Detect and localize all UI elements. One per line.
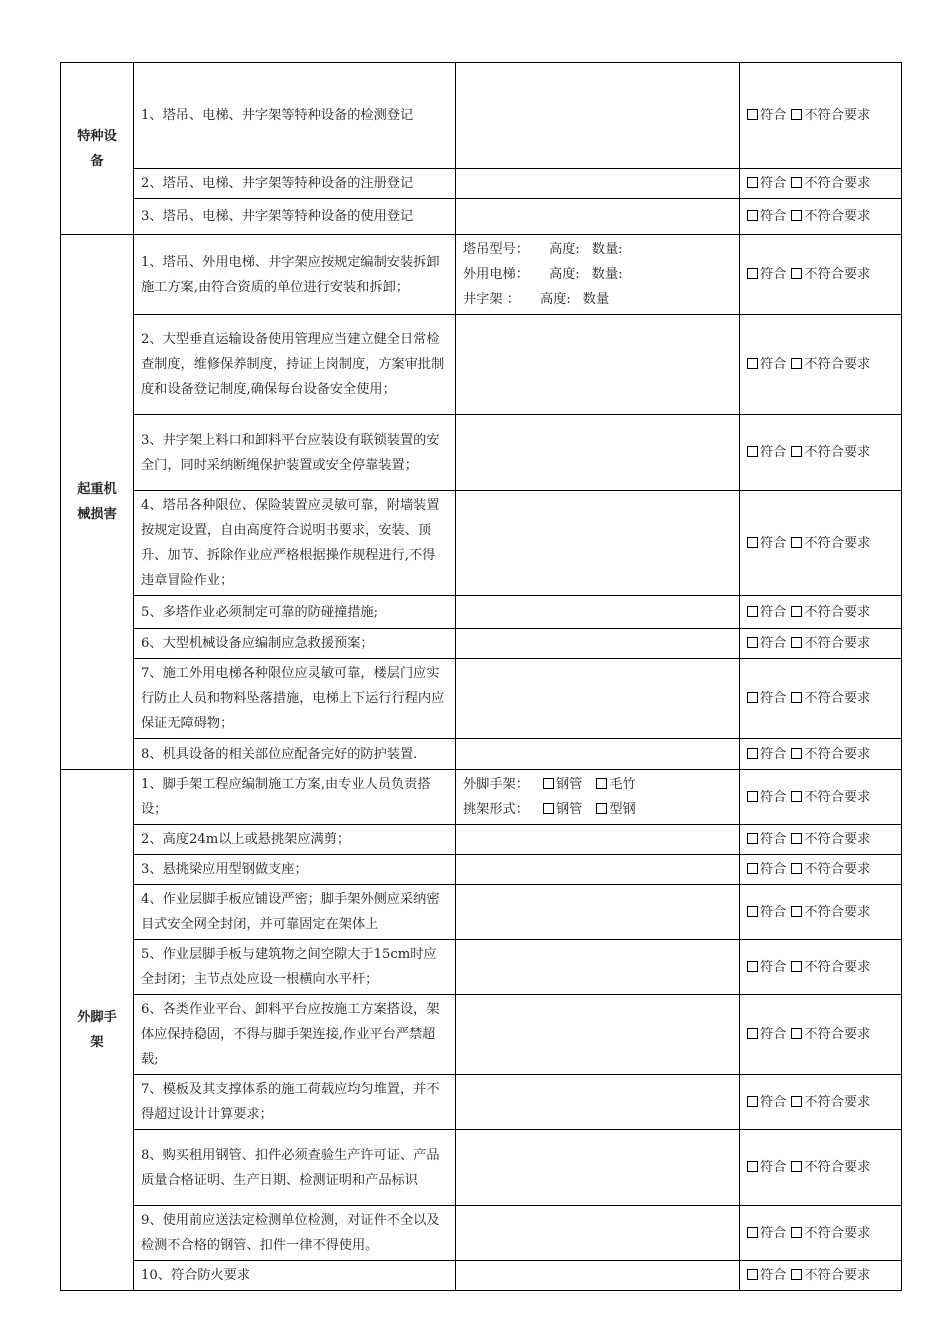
pass-checkbox[interactable] [747, 109, 758, 120]
result-cell: 符合 不符合要求 [740, 885, 902, 940]
pass-checkbox[interactable] [747, 791, 758, 802]
table-row [61, 235, 902, 315]
result-cell: 符合 不符合要求 [740, 491, 902, 596]
check-item: 4、作业层脚手板应铺设严密；脚手架外侧应采纳密目式安全网全封闭，并可靠固定在架体上 [134, 885, 456, 940]
pass-checkbox[interactable] [747, 863, 758, 874]
pass-checkbox[interactable] [747, 210, 758, 221]
check-item: 7、施工外用电梯各种限位应灵敏可靠，楼层门应实行防止人员和物料坠落措施，电梯上下运行行程内应保证无障碍物； [134, 659, 456, 739]
remark-cell [456, 659, 740, 739]
check-item: 2、大型垂直运输设备使用管理应当建立健全日常检查制度，维修保养制度，持证上岗制度，方案审批制度和设备登记制度,确保每台设备安全使用； [134, 315, 456, 415]
pass-checkbox[interactable] [747, 961, 758, 972]
remark-cell [456, 885, 740, 940]
section-steel-checkbox[interactable] [596, 803, 607, 814]
pass-checkbox[interactable] [747, 177, 758, 188]
pass-checkbox[interactable] [747, 692, 758, 703]
check-item: 6、大型机械设备应编制应急救援预案； [134, 629, 456, 659]
table-row [61, 1206, 902, 1261]
table-row [61, 995, 902, 1075]
fail-checkbox[interactable] [791, 1028, 802, 1039]
table-row [61, 659, 902, 739]
category-special-equipment: 特种设 备 [61, 63, 134, 235]
fail-checkbox[interactable] [791, 446, 802, 457]
table-row [61, 491, 902, 596]
remark-cell [456, 199, 740, 235]
equipment-info-cell: 塔吊型号： 高度: 数量: 外用电梯： 高度: 数量: 井字架 ： 高度: 数量 [456, 235, 740, 315]
check-item: 1、塔吊、外用电梯、井字架应按规定编制安装拆卸施工方案,由符合资质的单位进行安装和拆卸； [134, 235, 456, 315]
check-item: 4、塔吊各种限位、保险装置应灵敏可靠，附墙装置按规定设置，自由高度符合说明书要求，安装、顶升、加节、拆除作业应严格根据操作规程进行,不得违章冒险作业； [134, 491, 456, 596]
result-cell: 符合 不符合要求 [740, 235, 902, 315]
fail-checkbox[interactable] [791, 833, 802, 844]
fail-checkbox[interactable] [791, 210, 802, 221]
check-item: 8、机具设备的相关部位应配备完好的防护装置. [134, 739, 456, 770]
pass-checkbox[interactable] [747, 1227, 758, 1238]
table-row [61, 855, 902, 885]
check-item: 3、悬挑梁应用型钢做支座； [134, 855, 456, 885]
result-cell: 符合 不符合要求 [740, 940, 902, 995]
category-external-scaffold: 外脚手 架 [61, 770, 134, 1291]
pass-checkbox[interactable] [747, 906, 758, 917]
remark-cell [456, 1261, 740, 1291]
table-row [61, 885, 902, 940]
result-cell: 符合 不符合要求 [740, 1130, 902, 1206]
pass-checkbox[interactable] [747, 537, 758, 548]
pass-checkbox[interactable] [747, 1269, 758, 1280]
remark-cell [456, 315, 740, 415]
check-item: 6、各类作业平台、卸料平台应按施工方案搭设，架体应保持稳固，不得与脚手架连接,作业平台严禁超载; [134, 995, 456, 1075]
pass-checkbox[interactable] [747, 637, 758, 648]
fail-checkbox[interactable] [791, 1096, 802, 1107]
pass-checkbox[interactable] [747, 1161, 758, 1172]
check-item: 1、塔吊、电梯、井字架等特种设备的检测登记 [134, 63, 456, 169]
table-row [61, 63, 902, 169]
result-cell: 符合 不符合要求 [740, 1261, 902, 1291]
check-item: 5、多塔作业必须制定可靠的防碰撞措施; [134, 596, 456, 629]
table-row [61, 315, 902, 415]
fail-checkbox[interactable] [791, 748, 802, 759]
table-row [61, 1075, 902, 1130]
result-cell: 符合 不符合要求 [740, 770, 902, 825]
pass-checkbox[interactable] [747, 606, 758, 617]
scaffold-info-cell: 外脚手架： 钢管 毛竹 挑架形式： 钢管 型钢 [456, 770, 740, 825]
table-row [61, 199, 902, 235]
inspection-table [60, 62, 902, 1291]
remark-cell [456, 169, 740, 199]
table-row [61, 596, 902, 629]
check-item: 2、塔吊、电梯、井字架等特种设备的注册登记 [134, 169, 456, 199]
check-item: 7、模板及其支撑体系的施工荷载应均匀堆置，并不得超过设计计算要求； [134, 1075, 456, 1130]
result-cell: 符合 不符合要求 [740, 315, 902, 415]
bamboo-checkbox[interactable] [596, 778, 607, 789]
fail-checkbox[interactable] [791, 268, 802, 279]
check-item: 2、高度24m以上或悬挑架应满剪； [134, 825, 456, 855]
pass-checkbox[interactable] [747, 748, 758, 759]
fail-checkbox[interactable] [791, 109, 802, 120]
table-row [61, 825, 902, 855]
result-cell: 符合 不符合要求 [740, 825, 902, 855]
result-cell: 符合 不符合要求 [740, 169, 902, 199]
table-row [61, 739, 902, 770]
result-cell: 符合 不符合要求 [740, 629, 902, 659]
table-row [61, 169, 902, 199]
table-row [61, 415, 902, 491]
fail-checkbox[interactable] [791, 863, 802, 874]
result-cell: 符合 不符合要求 [740, 1206, 902, 1261]
result-cell: 符合 不符合要求 [740, 63, 902, 169]
fail-checkbox[interactable] [791, 1269, 802, 1280]
table-row [61, 1261, 902, 1291]
remark-cell [456, 63, 740, 169]
pass-checkbox[interactable] [747, 446, 758, 457]
fail-checkbox[interactable] [791, 791, 802, 802]
fail-checkbox[interactable] [791, 692, 802, 703]
steel-pipe-checkbox[interactable] [543, 803, 554, 814]
result-cell: 符合 不符合要求 [740, 199, 902, 235]
remark-cell [456, 491, 740, 596]
check-item: 3、塔吊、电梯、井字架等特种设备的使用登记 [134, 199, 456, 235]
remark-cell [456, 940, 740, 995]
fail-checkbox[interactable] [791, 906, 802, 917]
remark-cell [456, 629, 740, 659]
pass-checkbox[interactable] [747, 1096, 758, 1107]
result-cell: 符合 不符合要求 [740, 995, 902, 1075]
fail-checkbox[interactable] [791, 1161, 802, 1172]
result-cell: 符合 不符合要求 [740, 659, 902, 739]
check-item: 9、使用前应送法定检测单位检测，对证件不全以及检测不合格的钢管、扣件一律不得使用。 [134, 1206, 456, 1261]
pass-checkbox[interactable] [747, 833, 758, 844]
remark-cell [456, 1206, 740, 1261]
pass-checkbox[interactable] [747, 358, 758, 369]
fail-checkbox[interactable] [791, 606, 802, 617]
table-row [61, 940, 902, 995]
fail-checkbox[interactable] [791, 637, 802, 648]
remark-cell [456, 825, 740, 855]
table-row [61, 629, 902, 659]
fail-checkbox[interactable] [791, 537, 802, 548]
remark-cell [456, 995, 740, 1075]
result-cell: 符合 不符合要求 [740, 1075, 902, 1130]
check-item: 3、井字架上料口和卸料平台应装设有联锁装置的安全门，同时采纳断绳保护装置或安全停靠装置； [134, 415, 456, 491]
result-cell: 符合 不符合要求 [740, 415, 902, 491]
remark-cell [456, 855, 740, 885]
table-row [61, 1130, 902, 1206]
check-item: 10、符合防火要求 [134, 1261, 456, 1291]
remark-cell [456, 1075, 740, 1130]
check-item: 5、作业层脚手板与建筑物之间空隙大于15cm时应全封闭；主节点处应设一根横向水平杆； [134, 940, 456, 995]
check-item: 1、脚手架工程应编制施工方案,由专业人员负责搭设； [134, 770, 456, 825]
remark-cell [456, 1130, 740, 1206]
pass-checkbox[interactable] [747, 268, 758, 279]
table-row [61, 770, 902, 825]
fail-checkbox[interactable] [791, 177, 802, 188]
fail-checkbox[interactable] [791, 961, 802, 972]
steel-pipe-checkbox[interactable] [543, 778, 554, 789]
result-cell: 符合 不符合要求 [740, 596, 902, 629]
check-item: 8、购买租用钢管、扣件必须查验生产许可证、产品质量合格证明、生产日期、检测证明和产品标识 [134, 1130, 456, 1206]
remark-cell [456, 739, 740, 770]
result-cell: 符合 不符合要求 [740, 739, 902, 770]
pass-checkbox[interactable] [747, 1028, 758, 1039]
result-cell: 符合 不符合要求 [740, 855, 902, 885]
remark-cell [456, 596, 740, 629]
category-lifting-machinery: 起重机 械损害 [61, 235, 134, 770]
fail-checkbox[interactable] [791, 358, 802, 369]
remark-cell [456, 415, 740, 491]
fail-checkbox[interactable] [791, 1227, 802, 1238]
